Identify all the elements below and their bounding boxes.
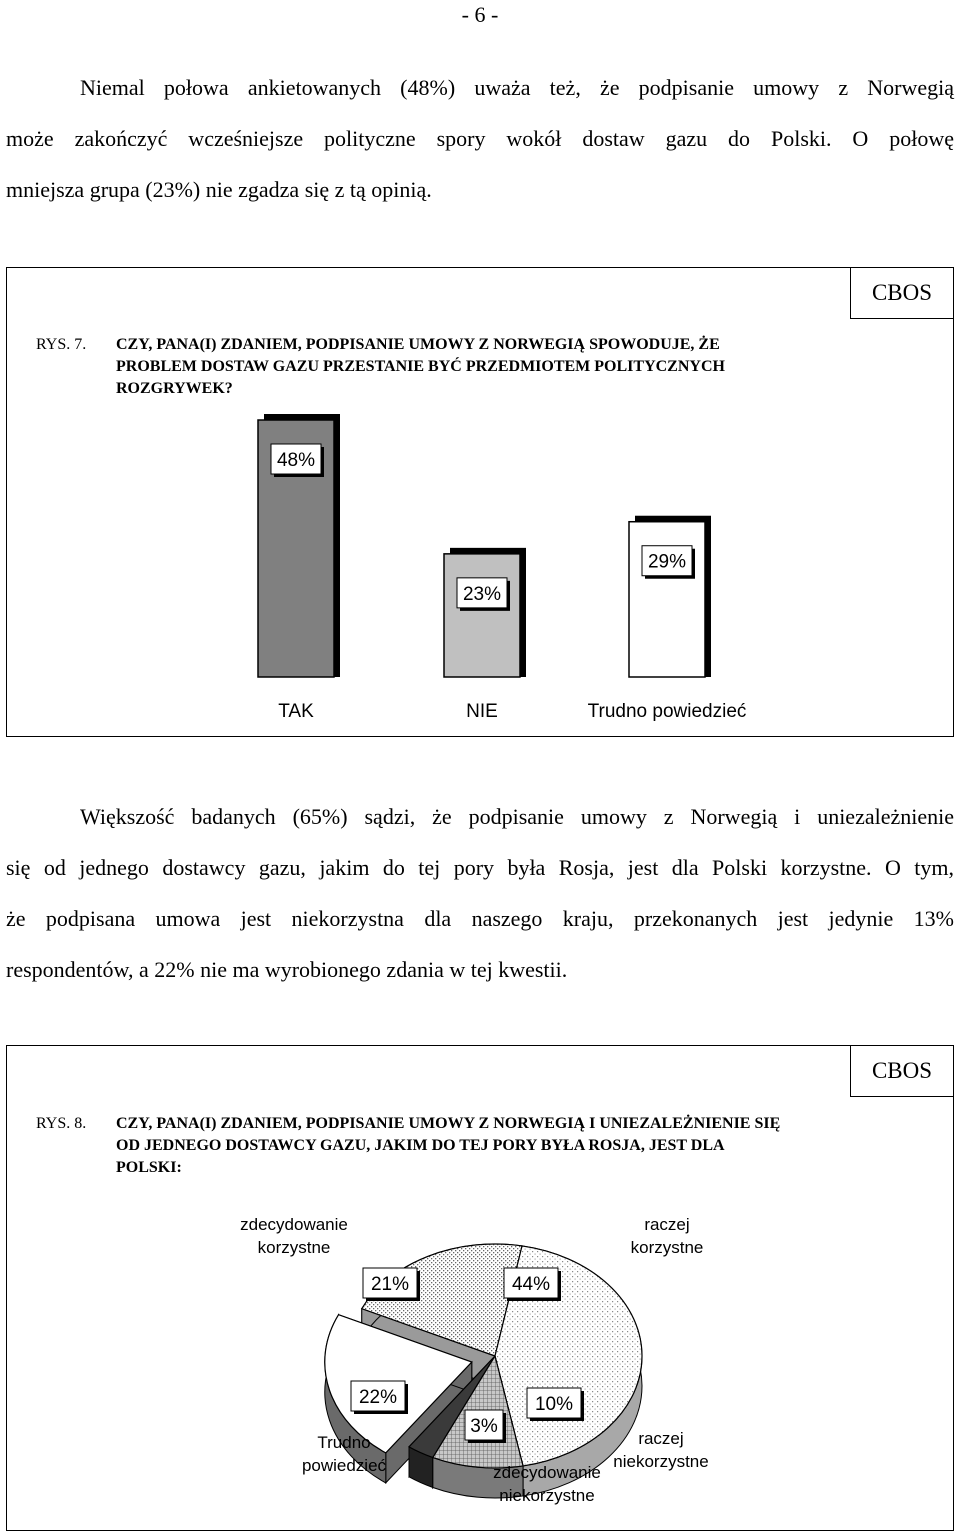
paragraph-line: Większość badanych (65%) sądzi, że podpisanie umowy z Norwegią i uniezależnienie [80, 804, 954, 829]
data-label: 44% [511, 1274, 551, 1295]
caption-line: CZY, PANA(I) ZDANIEM, PODPISANIE UMOWY Z NORWEGIĄ SPOWODUJE, ŻE [116, 336, 720, 353]
paragraph-1 [6, 62, 954, 215]
category-label [631, 1215, 704, 1257]
bar [258, 414, 340, 677]
paragraph-line: że podpisana umowa jest niekorzystna dla naszego kraju, przekonanych jest jedynie 13% [6, 906, 954, 931]
caption-line: ROZGRYWEK? [116, 380, 233, 397]
category-label-line: zdecydowanie [493, 1463, 601, 1482]
caption-line: OD JEDNEGO DOSTAWCY GAZU, JAKIM DO TEJ PORY BYŁA ROSJA, JEST DLA [116, 1137, 725, 1154]
source-badge: CBOS [850, 1045, 954, 1097]
paragraph-line: może zakończyć wcześniejsze polityczne spory wokół dostaw gazu do Polski. O połowę [6, 126, 954, 151]
category-label: NIE [466, 701, 498, 722]
bar-body [629, 522, 705, 677]
bar-body [444, 554, 520, 677]
bar [629, 516, 711, 677]
bar [444, 548, 526, 677]
data-label: 48% [276, 450, 316, 471]
source-badge: CBOS [850, 267, 954, 319]
paragraph-line: mniejsza grupa (23%) nie zgadza się z tą opinią. [6, 177, 432, 202]
pie-chart [7, 1046, 953, 1530]
category-label-line: niekorzystne [613, 1452, 709, 1471]
category-label [240, 1215, 348, 1257]
paragraph-line: się od jednego dostawcy gazu, jakim do tej pory była Rosja, jest dla Polski korzystne. O tym, [6, 855, 954, 880]
data-label: 22% [358, 1387, 398, 1408]
category-label-line: raczej [644, 1215, 690, 1234]
caption-line: POLSKI: [116, 1159, 182, 1176]
category-label: TAK [278, 701, 314, 722]
category-label-line: raczej [638, 1429, 684, 1448]
paragraph-line: Niemal połowa ankietowanych (48%) uważa też, że podpisanie umowy z Norwegią [80, 75, 954, 100]
category-label-line: korzystne [257, 1238, 331, 1257]
category-label-line: powiedzieć [301, 1456, 387, 1475]
figure-label: RYS. 7. [36, 336, 87, 353]
caption-line: PROBLEM DOSTAW GAZU PRZESTANIE BYĆ PRZEDMIOTEM POLITYCZNYCH [116, 358, 725, 375]
data-label: 10% [534, 1394, 574, 1415]
category-label-line: Trudno [317, 1433, 371, 1452]
figure-7 [6, 267, 954, 737]
category-label: Trudno powiedzieć [587, 701, 747, 722]
category-label-line: niekorzystne [499, 1486, 595, 1505]
data-label: 21% [370, 1274, 410, 1295]
bar-chart [7, 268, 953, 736]
figure-label: RYS. 8. [36, 1115, 87, 1132]
data-label: 29% [647, 551, 687, 573]
caption-line: CZY, PANA(I) ZDANIEM, PODPISANIE UMOWY Z NORWEGIĄ I UNIEZALEŻNIENIE SIĘ [116, 1115, 781, 1132]
page-number: - 6 - [461, 2, 499, 27]
figure-8 [6, 1045, 954, 1531]
paragraph-line: respondentów, a 22% nie ma wyrobionego zdania w tej kwestii. [6, 957, 568, 982]
data-label: 3% [470, 1416, 498, 1437]
data-label: 23% [462, 583, 502, 605]
category-label-line: zdecydowanie [240, 1215, 348, 1234]
category-label-line: korzystne [630, 1238, 704, 1257]
paragraph-2 [6, 791, 954, 995]
